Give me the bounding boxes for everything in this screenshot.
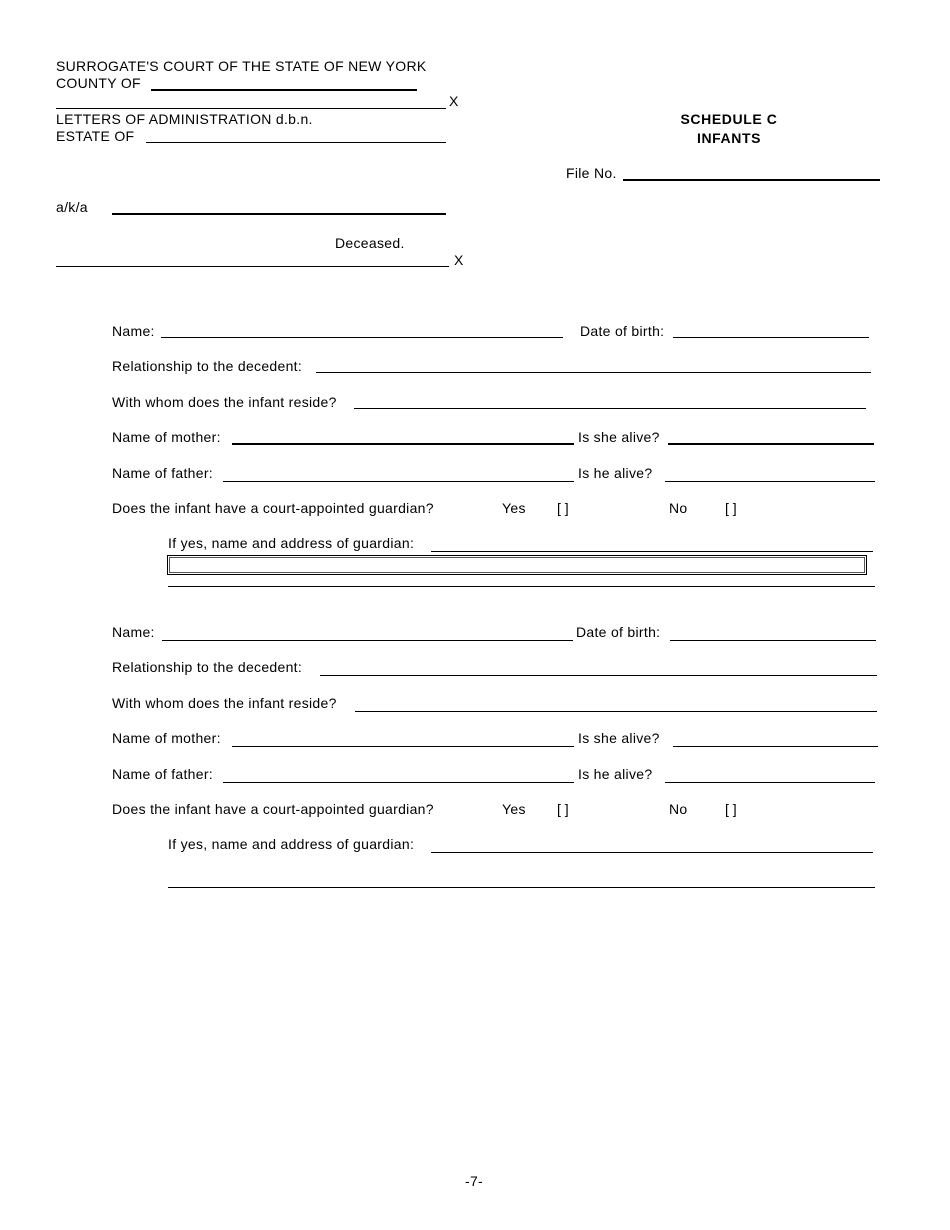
infant1-father-label: Name of father:	[112, 465, 213, 481]
page-number: -7-	[465, 1173, 484, 1189]
infant2-father-label: Name of father:	[112, 766, 213, 782]
infant1-relationship-label: Relationship to the decedent:	[112, 358, 303, 374]
letters-line: LETTERS OF ADMINISTRATION d.b.n.	[56, 111, 313, 127]
schedule-title: SCHEDULE C	[680, 111, 778, 127]
infant1-name-label: Name:	[112, 323, 155, 339]
infant1-relationship-field[interactable]	[316, 372, 871, 373]
infant1-yes-label: Yes	[502, 500, 526, 516]
infant1-father-field[interactable]	[223, 481, 574, 482]
file-no-label: File No.	[566, 165, 617, 181]
infant1-mother-label: Name of mother:	[112, 429, 221, 445]
infant1-mother-alive-field[interactable]	[668, 443, 874, 445]
infant2-mother-alive-field[interactable]	[673, 746, 878, 747]
schedule-subtitle: INFANTS	[696, 130, 762, 146]
infant1-reside-label: With whom does the infant reside?	[112, 394, 337, 410]
aka-field[interactable]	[112, 213, 446, 215]
infant1-guardian-address-input[interactable]	[167, 555, 867, 575]
infant2-dob-field[interactable]	[670, 640, 876, 641]
caption-x-mark-top: X	[449, 93, 459, 109]
infant2-dob-label: Date of birth:	[576, 624, 661, 640]
infant2-no-checkbox[interactable]: [ ]	[725, 801, 737, 817]
infant1-dob-label: Date of birth:	[580, 323, 665, 339]
infant1-no-label: No	[669, 500, 688, 516]
infant1-mother-alive-label: Is she alive?	[578, 429, 660, 445]
infant2-relationship-label: Relationship to the decedent:	[112, 659, 303, 675]
infant1-guardian-question: Does the infant have a court-appointed guardian?	[112, 500, 434, 516]
estate-field[interactable]	[146, 142, 446, 143]
infant2-father-alive-field[interactable]	[665, 782, 875, 783]
infant1-reside-field[interactable]	[354, 408, 866, 409]
infant2-name-label: Name:	[112, 624, 155, 640]
infant1-no-checkbox[interactable]: [ ]	[725, 500, 737, 516]
infant2-guardian-address-line[interactable]	[168, 887, 875, 888]
court-title: SURROGATE'S COURT OF THE STATE OF NEW YORK	[56, 58, 427, 74]
infant2-yes-label: Yes	[502, 801, 526, 817]
infant2-father-field[interactable]	[223, 782, 574, 783]
caption-top-rule	[56, 108, 446, 109]
estate-label: ESTATE OF	[56, 128, 135, 144]
county-label: COUNTY OF	[56, 75, 141, 91]
infant1-dob-field[interactable]	[673, 337, 869, 338]
infant2-guardian-question: Does the infant have a court-appointed guardian?	[112, 801, 434, 817]
infant1-yes-checkbox[interactable]: [ ]	[557, 500, 569, 516]
caption-bottom-rule	[56, 266, 449, 267]
infant1-guardian-label: If yes, name and address of guardian:	[168, 535, 415, 551]
infant2-yes-checkbox[interactable]: [ ]	[557, 801, 569, 817]
infant2-guardian-field[interactable]	[431, 852, 873, 853]
infant2-mother-alive-label: Is she alive?	[578, 730, 660, 746]
caption-x-mark-bottom: X	[454, 252, 464, 268]
deceased-label: Deceased.	[335, 235, 405, 251]
infant2-no-label: No	[669, 801, 688, 817]
county-field[interactable]	[151, 89, 417, 91]
infant2-father-alive-label: Is he alive?	[578, 766, 653, 782]
infant2-reside-field[interactable]	[355, 711, 877, 712]
infant2-name-field[interactable]	[162, 640, 573, 641]
infant1-guardian-field[interactable]	[431, 551, 873, 552]
infant2-reside-label: With whom does the infant reside?	[112, 695, 337, 711]
infant2-mother-label: Name of mother:	[112, 730, 221, 746]
infant2-relationship-field[interactable]	[320, 675, 877, 676]
infant1-guardian-address-line[interactable]	[168, 586, 875, 587]
file-no-field[interactable]	[623, 179, 880, 181]
infant2-guardian-label: If yes, name and address of guardian:	[168, 836, 415, 852]
infant1-father-alive-field[interactable]	[665, 481, 875, 482]
infant2-mother-field[interactable]	[232, 746, 574, 747]
infant1-mother-field[interactable]	[232, 443, 574, 445]
infant1-name-field[interactable]	[161, 337, 563, 338]
aka-label: a/k/a	[56, 199, 88, 215]
infant1-father-alive-label: Is he alive?	[578, 465, 653, 481]
